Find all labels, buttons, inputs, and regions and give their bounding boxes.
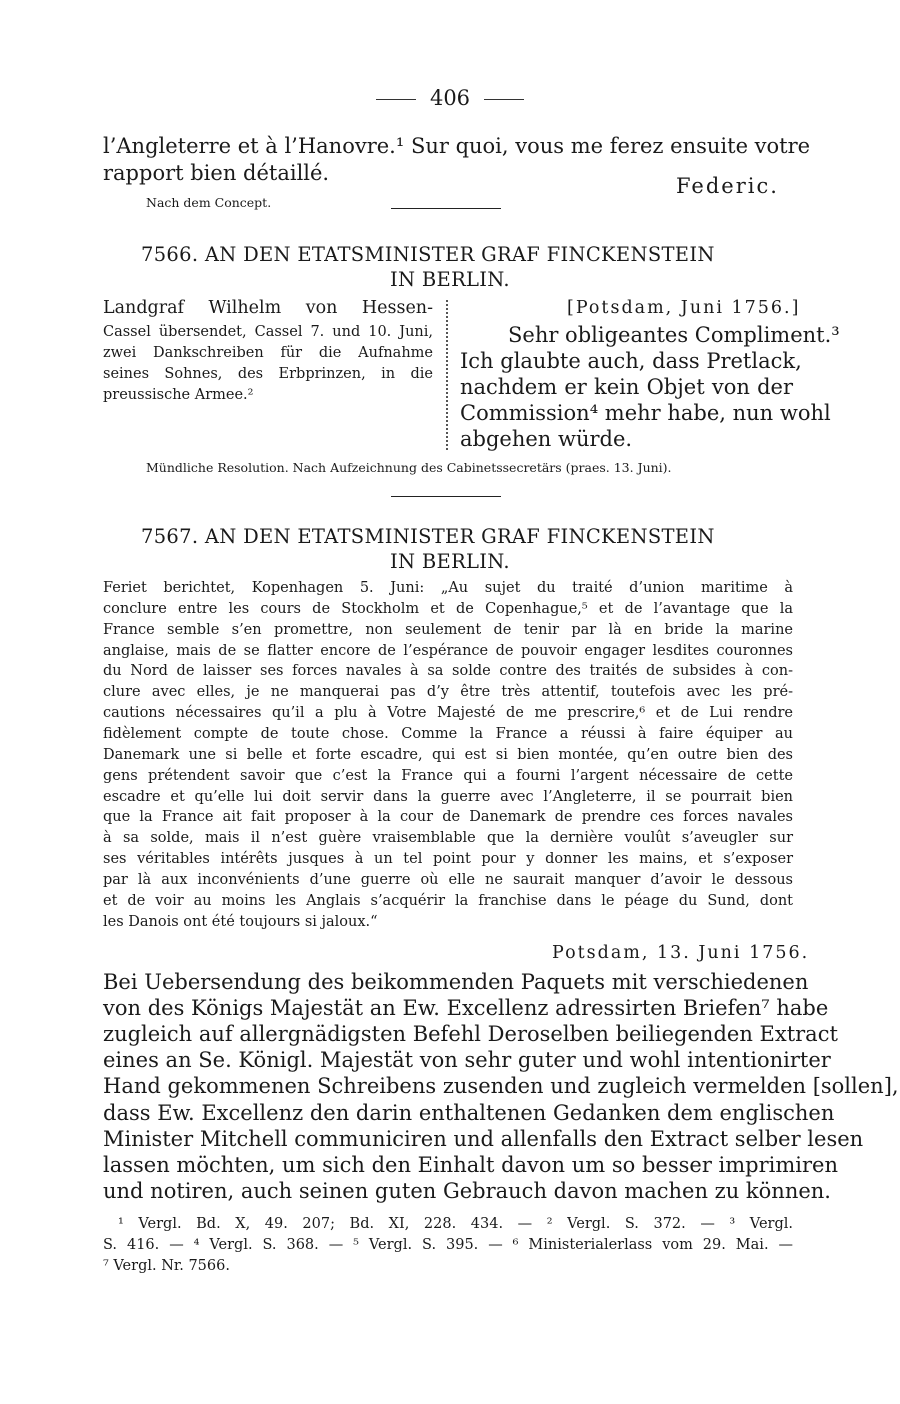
quote-7567-line: France semble s’en promettre, non seulement de tenir par là en bride la marine [103,621,793,638]
page-number-text: 406 [429,86,471,110]
top-text-line-2: rapport bien détaillé. [103,161,330,185]
body-7567-line: Minister Mitchell communiciren und allenfalls den Extract selber lesen [103,1126,864,1151]
column-separator [446,300,448,450]
reply-7566-line-4: Commission⁴ mehr habe, nun wohl [460,401,831,425]
quote-7567-line: clure avec elles, je ne manquerai pas d’y être très attentif, toutefois avec les pré- [103,684,793,701]
body-7567-line: Hand gekommenen Schreibens zusenden und zugleich vermelden [sollen], [103,1074,899,1099]
heading-7566-line-1: 7566. AN DEN ETATSMINISTER GRAF FINCKENSTEIN [141,243,715,266]
quote-7567-line: escadre et qu’elle lui doit servir dans la guerre avec l’Angleterre, il se pourrait bien [103,788,793,805]
footnote-line: ⁷ Vergl. Nr. 7566. [103,1258,230,1274]
page-number [0,86,900,110]
date-7566: [Potsdam, Juni 1756.] [567,298,801,318]
footnote-line: ¹ Vergl. Bd. X, 49. 207; Bd. XI, 228. 434. — ² Vergl. S. 372. — ³ Vergl. [118,1216,793,1232]
quote-7567-line: ses véritables intérêts jusques à un tel point pour y donner les mains, et s’exposer [103,851,793,868]
body-7567-line: zugleich auf allergnädigsten Befehl Deroselben beiliegenden Extract [103,1022,838,1047]
reply-7566-line-2: Ich glaubte auch, dass Pretlack, [460,349,802,373]
quote-7567-line: gens prétendent savoir que c’est la France qui a fourni l’argent nécessaire de cette [103,767,793,784]
quote-7567-line: cautions nécessaires qu’il a plu à Votre Majesté de me prescrire,⁶ et de Lui rendre [103,705,793,722]
quote-7567-line: Feriet berichtet, Kopenhagen 5. Juni: „Au sujet du traité d’union maritime à [103,580,793,596]
summary-7566-line-1: Landgraf Wilhelm von Hessen- [103,298,433,318]
date-7567: Potsdam, 13. Juni 1756. [552,943,810,963]
quote-7567-line: les Danois ont été toujours si jaloux.“ [103,913,378,930]
quote-7567-line: par là aux inconvénients d’une guerre où elle ne saurait manquer d’avoir le dessous [103,871,793,888]
body-7567-line: eines an Se. Königl. Majestät von sehr guter und wohl intentionirter [103,1048,831,1073]
source-note-7566: Mündliche Resolution. Nach Aufzeichnung des Cabinetssecretärs (praes. 13. Juni). [146,460,672,475]
reply-7566-line-5: abgehen würde. [460,427,633,451]
body-7567-line: von des Königs Majestät an Ew. Excellenz adressirten Briefen⁷ habe [103,996,829,1021]
section-divider-2 [391,496,501,497]
summary-7566-line-3: zwei Dankschreiben für die Aufnahme [103,345,433,361]
reply-7566-line-3: nachdem er kein Objet von der [460,375,793,399]
quote-7567-line: fidèlement compte de toute chose. Comme la France a réussi à faire équiper au [103,725,793,742]
body-7567-line: dass Ew. Excellenz den darin enthaltenen Gedanken dem englischen [103,1100,835,1125]
body-7567-line: lassen möchten, um sich den Einhalt davon um so besser imprimiren [103,1152,838,1177]
quote-7567-line: Danemark une si belle et forte escadre, qui est si bien montée, qu’en outre bien des [103,746,793,763]
heading-7567-line-1: 7567. AN DEN ETATSMINISTER GRAF FINCKENSTEIN [141,525,715,548]
heading-7566-line-2: IN BERLIN. [390,268,510,291]
quote-7567-line: conclure entre les cours de Stockholm et de Copenhague,⁵ et de l’avantage que la [103,600,793,617]
footnote-line: S. 416. — ⁴ Vergl. S. 368. — ⁵ Vergl. S. 395. — ⁶ Ministerialerlass vom 29. Mai. — [103,1237,793,1253]
quote-7567-line: anglaise, mais de se flatter encore de l’espérance de pouvoir engager lesdites couronnes [103,642,793,659]
summary-7566-line-5: preussische Armee.² [103,387,254,403]
section-divider-1 [391,208,501,209]
quote-7567-line: que la France ait fait proposer à la cour de Danemark de prendre ces forces navales [103,809,793,826]
body-7567-line: Bei Uebersendung des beikommenden Paquets mit verschiedenen [103,970,809,994]
body-7567-line: und notiren, auch seinen guten Gebrauch davon machen zu können. [103,1178,831,1203]
heading-7567-line-2: IN BERLIN. [390,550,510,573]
reply-7566-line-1: Sehr obligeantes Compliment.³ [508,323,840,347]
signature: Federic. [676,174,779,198]
page-number-dash-left [376,99,416,100]
quote-7567-line: et de voir au moins les Anglais s’acquérir la franchise dans le péage du Sund, dont [103,892,793,909]
page-number-dash-right [484,99,524,100]
quote-7567-line: à sa solde, mais il n’est guère vraisemblable que la dernière voulût s’aveugler sur [103,830,793,847]
summary-7566-line-4: seines Sohnes, des Erbprinzen, in die [103,366,433,382]
summary-7566-line-2: Cassel übersendet, Cassel 7. und 10. Juni, [103,324,433,340]
top-text-line-1: l’Angleterre et à l’Hanovre.¹ Sur quoi, vous me ferez ensuite votre [103,134,811,158]
source-note-top: Nach dem Concept. [146,195,272,210]
quote-7567-line: du Nord de laisser ses forces navales à sa solde contre des traités de subsides à con- [103,663,793,680]
